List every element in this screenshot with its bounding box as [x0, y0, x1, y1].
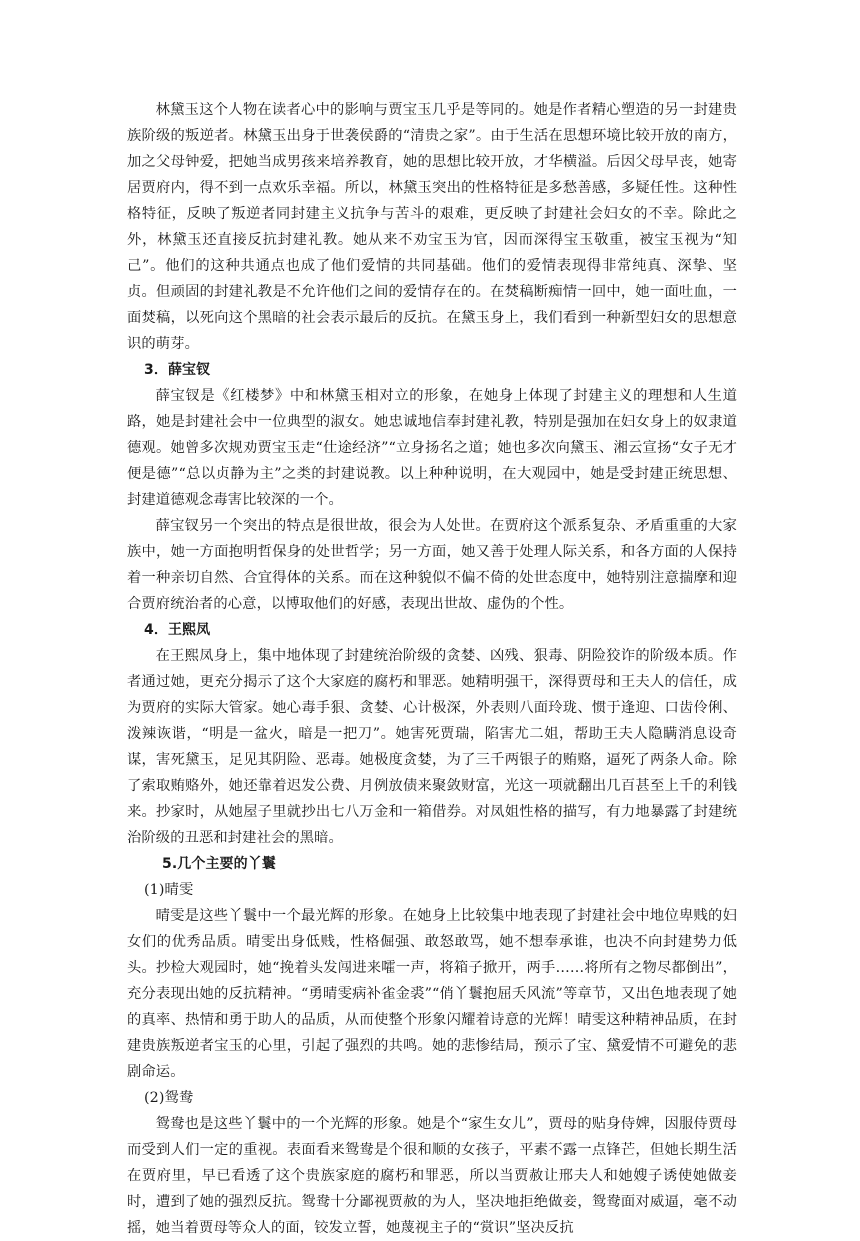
subheading-yuanyang: (2)鸳鸯	[144, 1090, 194, 1106]
paragraph-yuanyang: 鸳鸯也是这些丫鬟中的一个光辉的形象。她是个“家生女儿”，贾母的贴身侍婢，因服侍贾母而受到人们一定的重视。表面看来鸳鸯是个很和顺的女孩子，平素不露一点锋芒，但她长期生活在贾府里，早已看透了这个贵族家庭的腐朽和罪恶，所以当贾赦让邢夫人和她嫂子诱使她做妾时，遭到了她的强烈反抗。鸳鸯十分鄙视贾赦的为人，坚决地拒绝做妾，鸳鸯面对威逼，毫不动摇，她当着贾母等众人的面，铰发立誓，她蔑视主子的“赏识”坚决反抗	[127, 1116, 737, 1236]
section-heading-xue-baochai: 3．薛宝钗	[144, 362, 211, 378]
paragraph-xue-baochai-2: 薛宝钗另一个突出的特点是很世故，很会为人处世。在贾府这个派系复杂、矛盾重重的大家族中，她一方面抱明哲保身的处世哲学；另一方面，她又善于处理人际关系，和各方面的人保持着一种亲切自然、合宜得体的关系。而在这种貌似不偏不倚的处世态度中，她特别注意揣摩和迎合贾府统治者的心意，以博取他们的好感，表现出世故、虚伪的个性。	[127, 518, 737, 612]
paragraph-xue-baochai-1: 薛宝钗是《红楼梦》中和林黛玉相对立的形象，在她身上体现了封建主义的理想和人生道路，她是封建社会中一位典型的淑女。她忠诚地信奉封建礼教，特别是强加在妇女身上的奴隶道德观。她曾多次规劝贾宝玉走“仕途经济”“立身扬名之道；她也多次向黛玉、湘云宣扬“女子无才便是德”“总以贞静为主”之类的封建说教。以上种种说明，在大观园中，她是受封建正统思想、封建道德观念毒害比较深的一个。	[127, 388, 737, 508]
subheading-qingwen: (1)晴雯	[144, 882, 194, 898]
section-heading-wang-xifeng: 4．王熙凤	[144, 622, 211, 638]
paragraph-wang-xifeng: 在王熙凤身上，集中地体现了封建统治阶级的贪婪、凶残、狠毒、阴险狡诈的阶级本质。作者通过她，更充分揭示了这个大家庭的腐朽和罪恶。她精明强干，深得贾母和王夫人的信任，成为贾府的实际大管家。她心毒手狠、贪婪、心计极深，外表则八面玲珑、惯于逢迎、口齿伶俐、泼辣诙谐，“明是一盆火，暗是一把刀”。她害死贾瑞，陷害尤二姐，帮助王夫人隐瞒消息设奇谋，害死黛玉，足见其阴险、恶毒。她极度贪婪，为了三千两银子的贿赂，逼死了两条人命。除了索取贿赂外，她还靠着迟发公费、月例放债来聚敛财富，光这一项就翻出几百甚至上千的利钱来。抄家时，从她屋子里就抄出七八万金和一箱借券。对凤姐性格的描写，有力地暴露了封建统治阶级的丑恶和封建社会的黑暗。	[127, 648, 737, 846]
paragraph-qingwen: 晴雯是这些丫鬟中一个最光辉的形象。在她身上比较集中地表现了封建社会中地位卑贱的妇女们的优秀品质。晴雯出身低贱，性格倔强、敢怒敢骂，她不想奉承谁，也决不向封建势力低头。抄检大观园时，她“挽着头发闯进来嚯一声，将箱子掀开，两手……将所有之物尽都倒出”，充分表现出她的反抗精神。“勇晴雯病补雀金裘”“俏丫鬟抱屈夭风流”等章节，又出色地表现了她的真率、热情和勇于助人的品质，从而使整个形象闪耀着诗意的光辉！晴雯这种精神品质，在封建贵族叛逆者宝玉的心里，引起了强烈的共鸣。她的悲惨结局，预示了宝、黛爱情不可避免的悲剧命运。	[127, 908, 737, 1080]
document-page	[127, 97, 737, 1241]
paragraph-lin-daiyu: 林黛玉这个人物在读者心中的影响与贾宝玉几乎是等同的。她是作者精心塑造的另一封建贵族阶级的叛逆者。林黛玉出身于世袭侯爵的“清贵之家”。由于生活在思想环境比较开放的南方，加之父母钟爱，把她当成男孩来培养教育，她的思想比较开放，才华横溢。后因父母早丧，她寄居贾府内，得不到一点欢乐幸福。所以，林黛玉突出的性格特征是多愁善感，多疑任性。这种性格特征，反映了叛逆者同封建主义抗争与苦斗的艰难，更反映了封建社会妇女的不幸。除此之外，林黛玉还直接反抗封建礼教。她从来不劝宝玉为官，因而深得宝玉敬重，被宝玉视为“知己”。他们的这种共通点也成了他们爱情的共同基础。他们的爱情表现得非常纯真、深挚、坚贞。但顽固的封建礼教是不允许他们之间的爱情存在的。在焚稿断痴情一回中，她一面吐血，一面焚稿，以死向这个黑暗的社会表示最后的反抗。在黛玉身上，我们看到一种新型妇女的思想意识的萌芽。	[127, 102, 737, 352]
section-heading-maids: 5.几个主要的丫鬟	[162, 856, 276, 872]
